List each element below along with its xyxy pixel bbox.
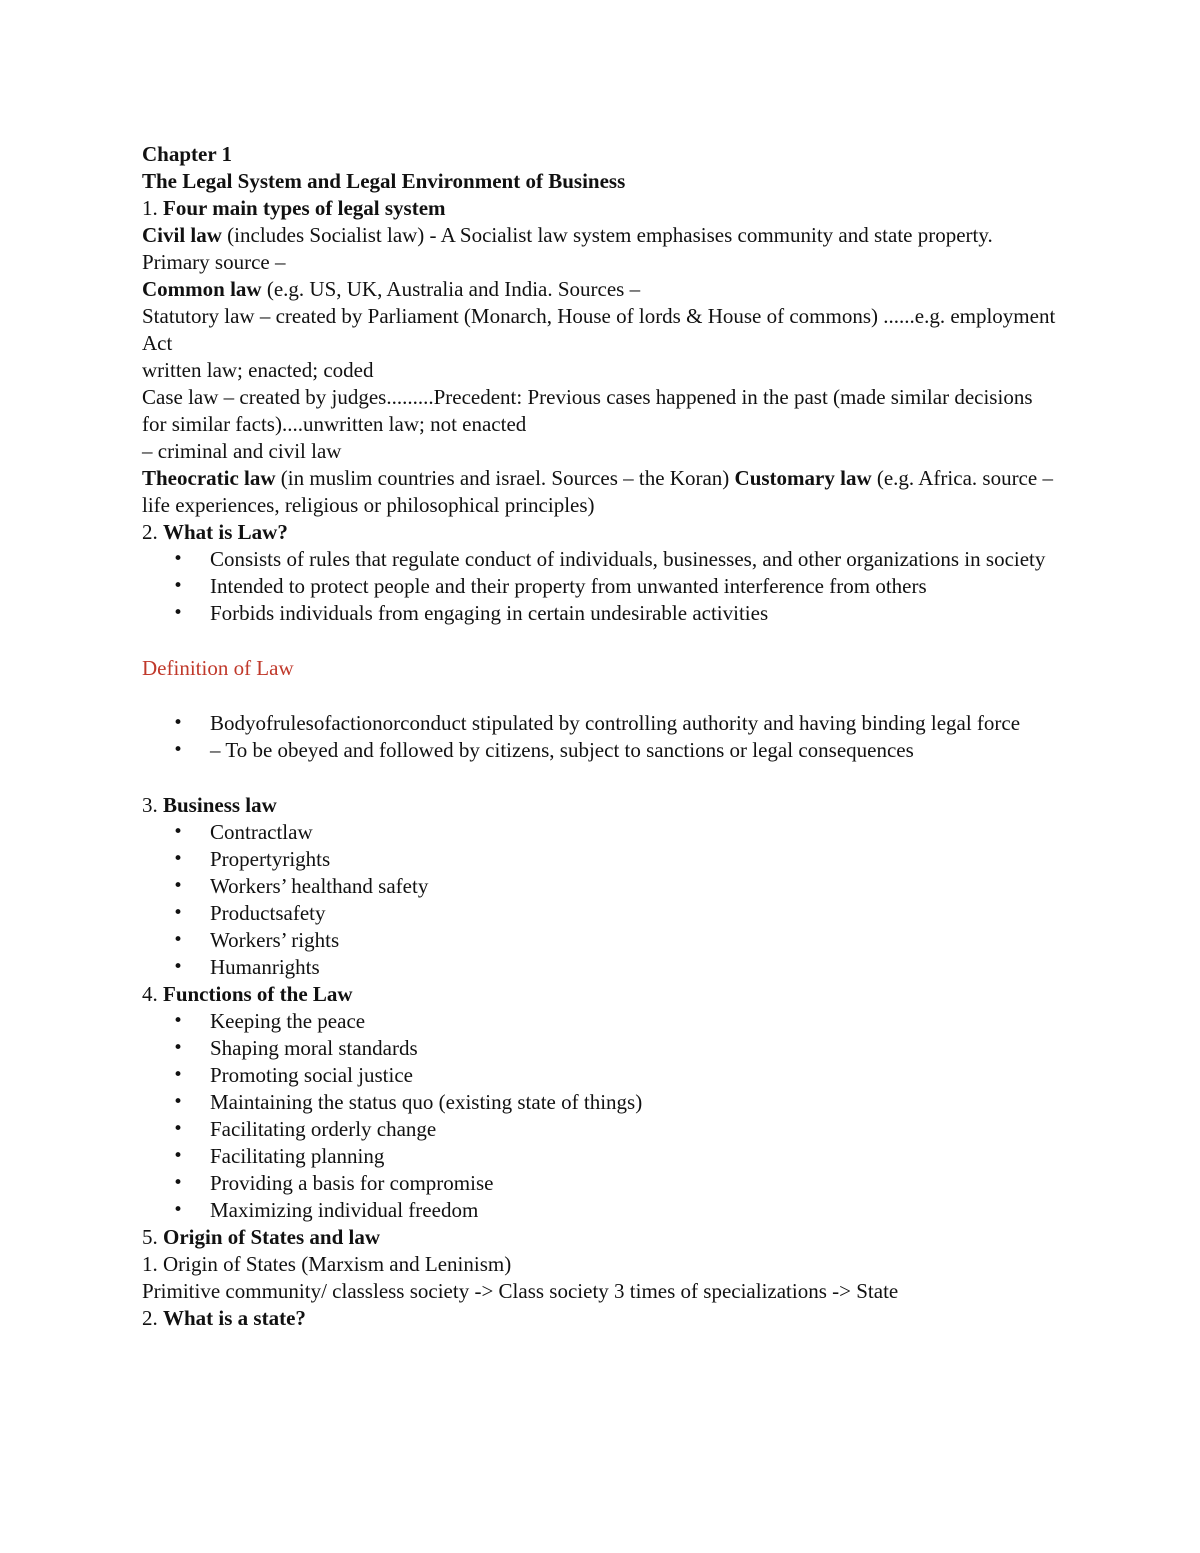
section-title: Business law: [163, 793, 277, 817]
list-item: • Providing a basis for compromise: [142, 1170, 1062, 1197]
section-2-heading: [142, 519, 1062, 546]
section-title: What is a state?: [163, 1306, 306, 1330]
list-item: • Maximizing individual freedom: [142, 1197, 1062, 1224]
list-item: • Forbids individuals from engaging in certain undesirable activities: [142, 600, 1062, 627]
theocratic-customary-paragraph: [142, 465, 1062, 519]
list-item: • Workers’ healthand safety: [142, 873, 1062, 900]
origin-of-states-line: 1. Origin of States (Marxism and Leninism): [142, 1252, 512, 1276]
list-item: • Contractlaw: [142, 819, 1062, 846]
list-item: • Facilitating planning: [142, 1143, 1062, 1170]
spacer: [142, 627, 1062, 655]
case-law-paragraph: Case law – created by judges.........Precedent: Previous cases happened in the past (made similar decisions for similar facts)....unwritten law; not enacted: [142, 385, 1033, 436]
common-law-text: (e.g. US, UK, Australia and India. Sources –: [261, 277, 641, 301]
list-item: • Bodyofrulesofactionorconduct stipulated by controlling authority and having binding legal force: [142, 710, 1062, 737]
document-body: [142, 141, 1062, 1332]
theocratic-law-term: Theocratic law: [142, 466, 276, 490]
civil-law-text: (includes Socialist law) - A Socialist law system emphasises community and state property. Primary source –: [142, 223, 993, 274]
list-item: • Humanrights: [142, 954, 1062, 981]
list-item: • Consists of rules that regulate conduct of individuals, businesses, and other organizations in society: [142, 546, 1062, 573]
list-item: • Promoting social justice: [142, 1062, 1062, 1089]
what-is-law-list: [142, 546, 1062, 627]
customary-law-text: (e.g. Africa. source – life experiences, religious or philosophical principles): [142, 466, 1053, 517]
section-title: What is Law?: [163, 520, 288, 544]
list-item: • Shaping moral standards: [142, 1035, 1062, 1062]
section-number: 5.: [142, 1225, 163, 1249]
section-5-heading: [142, 1224, 1062, 1251]
section-title: Origin of States and law: [163, 1225, 381, 1249]
list-item: • Maintaining the status quo (existing state of things): [142, 1089, 1062, 1116]
common-law-paragraph: [142, 276, 1062, 303]
list-item: • Propertyrights: [142, 846, 1062, 873]
list-item: • – To be obeyed and followed by citizens, subject to sanctions or legal consequences: [142, 737, 1062, 764]
document-title: The Legal System and Legal Environment of Business: [142, 169, 626, 193]
definition-list: [142, 710, 1062, 764]
definition-heading: Definition of Law: [142, 656, 294, 680]
section-number: 2.: [142, 1306, 163, 1330]
functions-list: [142, 1008, 1062, 1224]
criminal-civil-line: – criminal and civil law: [142, 439, 342, 463]
civil-law-paragraph: [142, 222, 1062, 276]
section-3-heading: [142, 792, 1062, 819]
section-1-heading: [142, 195, 1062, 222]
theocratic-law-text: (in muslim countries and israel. Sources – the Koran): [275, 466, 735, 490]
what-is-state-heading: [142, 1305, 1062, 1332]
section-title: Four main types of legal system: [163, 196, 446, 220]
list-item: • Productsafety: [142, 900, 1062, 927]
spacer: [142, 764, 1062, 792]
section-number: 1.: [142, 196, 163, 220]
business-law-list: [142, 819, 1062, 981]
primitive-community-line: Primitive community/ classless society -> Class society 3 times of specializations -> State: [142, 1279, 899, 1303]
customary-law-term: Customary law: [734, 466, 872, 490]
statutory-law-paragraph: Statutory law – created by Parliament (Monarch, House of lords & House of commons) ......e.g. employment Act: [142, 304, 1056, 355]
section-4-heading: [142, 981, 1062, 1008]
civil-law-term: Civil law: [142, 223, 222, 247]
list-item: • Keeping the peace: [142, 1008, 1062, 1035]
common-law-term: Common law: [142, 277, 262, 301]
section-number: 3.: [142, 793, 163, 817]
list-item: • Intended to protect people and their property from unwanted interference from others: [142, 573, 1062, 600]
list-item: • Workers’ rights: [142, 927, 1062, 954]
spacer: [142, 682, 1062, 710]
chapter-label: Chapter 1: [142, 142, 233, 166]
section-title: Functions of the Law: [163, 982, 353, 1006]
list-item: • Facilitating orderly change: [142, 1116, 1062, 1143]
section-number: 2.: [142, 520, 163, 544]
written-law-line: written law; enacted; coded: [142, 358, 374, 382]
section-number: 4.: [142, 982, 163, 1006]
